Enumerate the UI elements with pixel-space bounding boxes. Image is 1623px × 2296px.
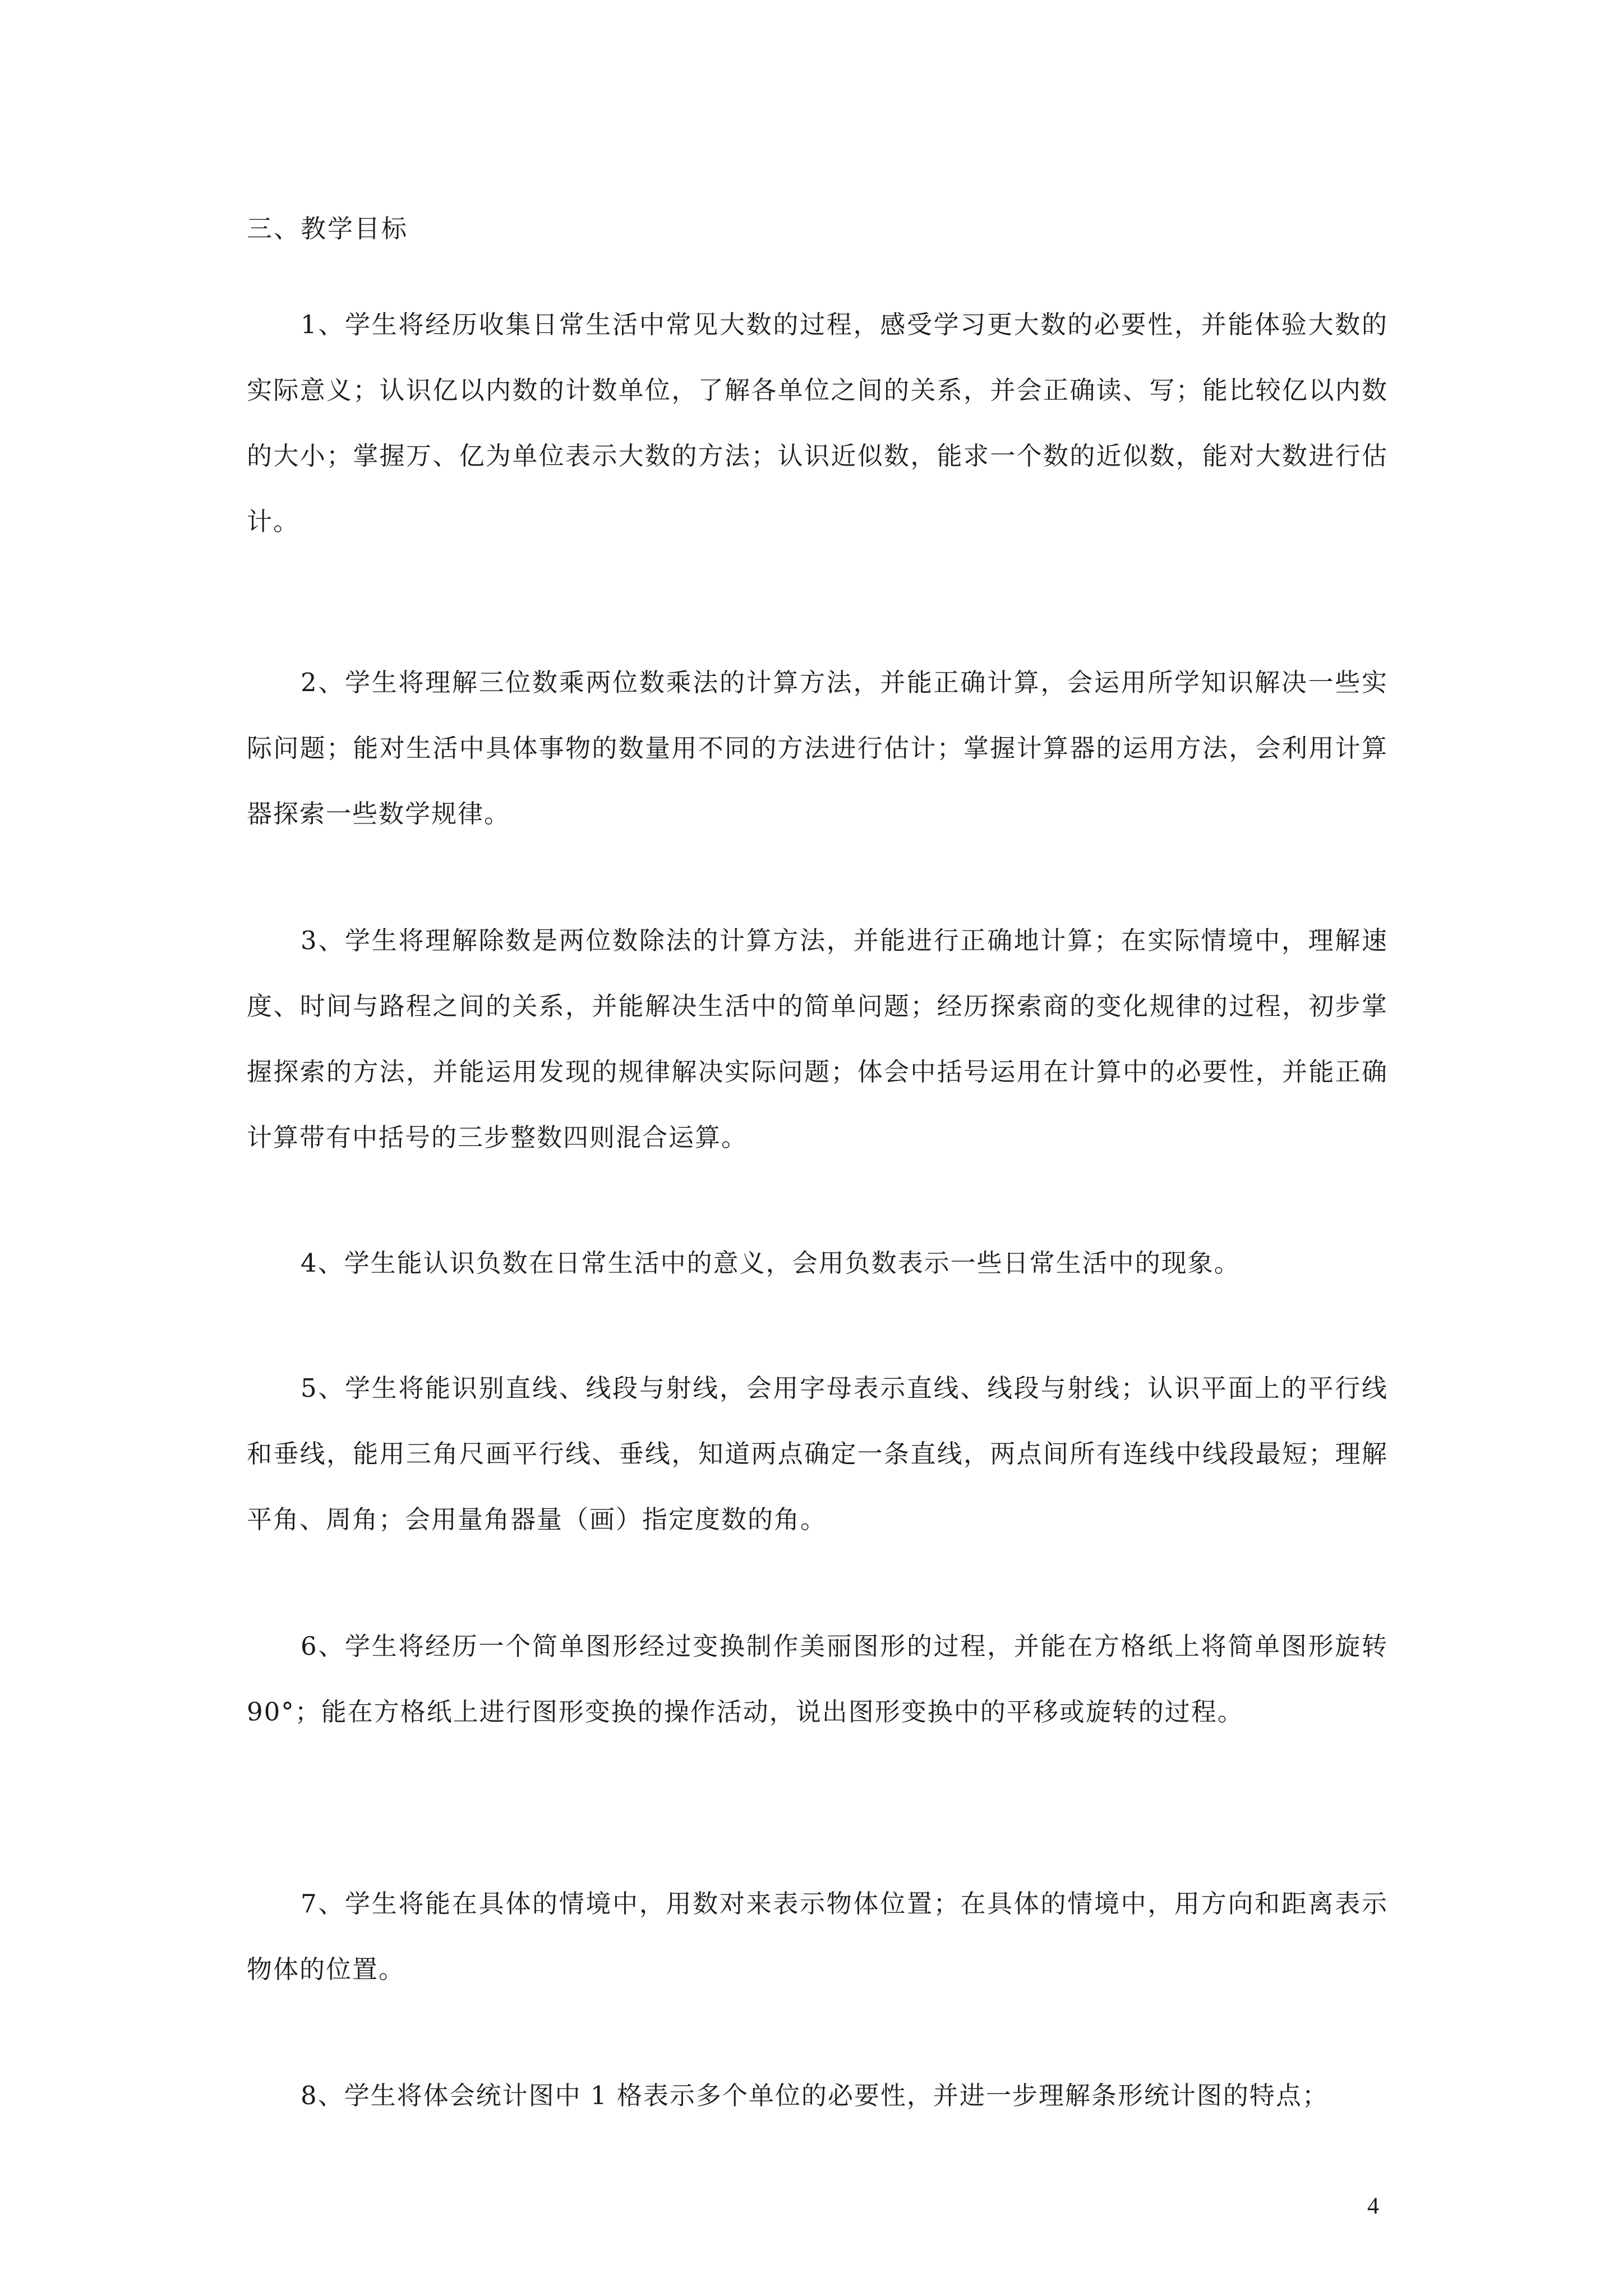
objective-paragraph-8: 8、学生将体会统计图中 1 格表示多个单位的必要性，并进一步理解条形统计图的特点；	[301, 2081, 1329, 2110]
objective-paragraph-6: 6、学生将经历一个简单图形经过变换制作美丽图形的过程，并能在方格纸上将简单图形旋转 90°；能在方格纸上进行图形变换的操作活动，说出图形变换中的平移或旋转的过程。	[247, 1631, 1388, 1727]
objective-paragraph-3: 3、学生将理解除数是两位数除法的计算方法，并能进行正确地计算；在实际情境中，理解速度、时间与路程之间的关系，并能解决生活中的简单问题；经历探索商的变化规律的过程，初步掌握探索的方法，并能运用发现的规律解决实际问题；体会中括号运用在计算中的必要性，并能正确计算带有中括号的三步整数四则混合运算。	[247, 926, 1388, 1152]
page-number: 4	[1367, 2193, 1379, 2219]
objective-paragraph-2: 2、学生将理解三位数乘两位数乘法的计算方法，并能正确计算，会运用所学知识解决一些实际问题；能对生活中具体事物的数量用不同的方法进行估计；掌握计算器的运用方法，会利用计算器探索一些数学规律。	[247, 668, 1388, 829]
objective-paragraph-7: 7、学生将能在具体的情境中，用数对来表示物体位置；在具体的情境中，用方向和距离表示物体的位置。	[247, 1889, 1388, 1984]
objective-paragraph-4: 4、学生能认识负数在日常生活中的意义，会用负数表示一些日常生活中的现象。	[301, 1248, 1241, 1278]
objective-paragraph-5: 5、学生将能识别直线、线段与射线，会用字母表示直线、线段与射线；认识平面上的平行线和垂线，能用三角尺画平行线、垂线，知道两点确定一条直线，两点间所有连线中线段最短；理解平角、周角；会用量角器量（画）指定度数的角。	[247, 1373, 1388, 1534]
objective-paragraph-1: 1、学生将经历收集日常生活中常见大数的过程，感受学习更大数的必要性，并能体验大数的实际意义；认识亿以内数的计数单位，了解各单位之间的关系，并会正确读、写；能比较亿以内数的大小；掌握万、亿为单位表示大数的方法；认识近似数，能求一个数的近似数，能对大数进行估计。	[247, 310, 1388, 536]
section-heading: 三、教学目标	[247, 214, 409, 243]
